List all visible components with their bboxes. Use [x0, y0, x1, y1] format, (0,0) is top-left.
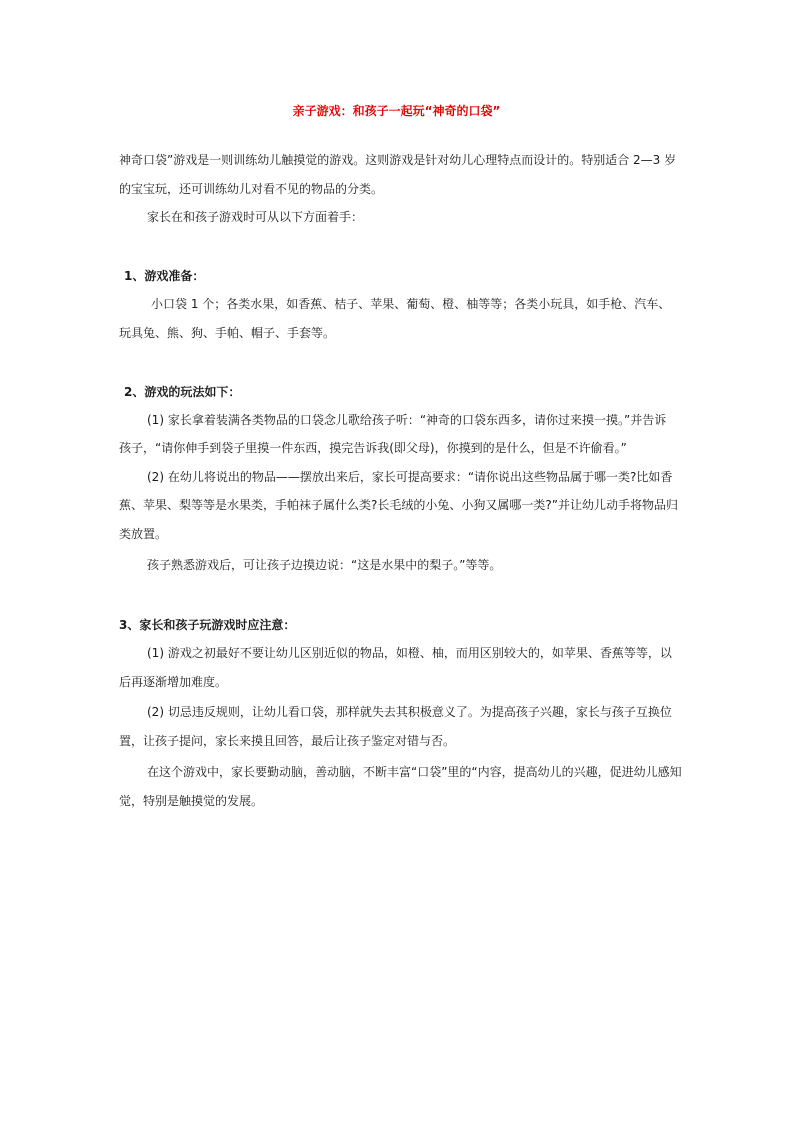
paragraph-line: (1) 家长拿着装满各类物品的口袋念儿歌给孩子听：“神奇的口袋东西多，请你过来摸一摸。”并告诉	[147, 413, 667, 427]
document-title: 亲子游戏：和孩子一起玩“神奇的口袋”	[292, 104, 501, 118]
paragraph-line: 置，让孩子提问，家长来摸且回答，最后让孩子鉴定对错与否。	[119, 734, 456, 748]
paragraph-line: 觉，特别是触摸觉的发展。	[119, 794, 264, 808]
section-heading-preparation: 1、游戏准备：	[124, 269, 205, 283]
paragraph-line: 孩子，“请你伸手到袋子里摸一件东西，摸完告诉我(即父母)，你摸到的是什么，但是不许偷看。”	[119, 441, 627, 455]
paragraph-line: (1) 游戏之初最好不要让幼儿区别近似的物品，如橙、柚，而用区别较大的，如苹果、香蕉等等，以	[147, 646, 672, 660]
paragraph-line: 蕉、苹果、梨等等是水果类，手帕袜子属什么类?长毛绒的小兔、小狗又属哪一类?”并让幼儿动手将物品归	[119, 498, 678, 512]
paragraph-line: 在这个游戏中，家长要勤动脑，善动脑，不断丰富“口袋”里的“内容，提高幼儿的兴趣，促进幼儿感知	[147, 765, 682, 779]
section-heading-gameplay: 2、游戏的玩法如下：	[124, 385, 241, 399]
paragraph-line: 后再逐渐增加难度。	[119, 675, 228, 689]
intro-line: 的宝宝玩，还可训练幼儿对看不见的物品的分类。	[119, 182, 384, 196]
paragraph-line: 玩具兔、熊、狗、手帕、帽子、手套等。	[119, 326, 336, 340]
paragraph-line: (2) 切忌违反规则，让幼儿看口袋，那样就失去其积极意义了。为提高孩子兴趣，家长与孩子互换位	[147, 705, 672, 719]
intro-line: 神奇口袋”游戏是一则训练幼儿触摸觉的游戏。这则游戏是针对幼儿心理特点而设计的。特别适合 2—3 岁	[119, 153, 677, 167]
paragraph-line: 孩子熟悉游戏后，可让孩子边摸边说：“这是水果中的梨子。”等等。	[147, 558, 502, 572]
paragraph-line: 类放置。	[119, 527, 168, 541]
intro-line: 家长在和孩子游戏时可从以下方面着手：	[147, 210, 364, 224]
paragraph-line: (2) 在幼儿将说出的物品——摆放出来后，家长可提高要求：“请你说出这些物品属于哪一类?比如香	[147, 470, 673, 484]
section-heading-notes: 3、家长和孩子玩游戏时应注意：	[119, 618, 296, 632]
paragraph-line: 小口袋 1 个；各类水果，如香蕉、桔子、苹果、葡萄、橙、柚等等；各类小玩具，如手枪、汽车、	[151, 297, 671, 311]
